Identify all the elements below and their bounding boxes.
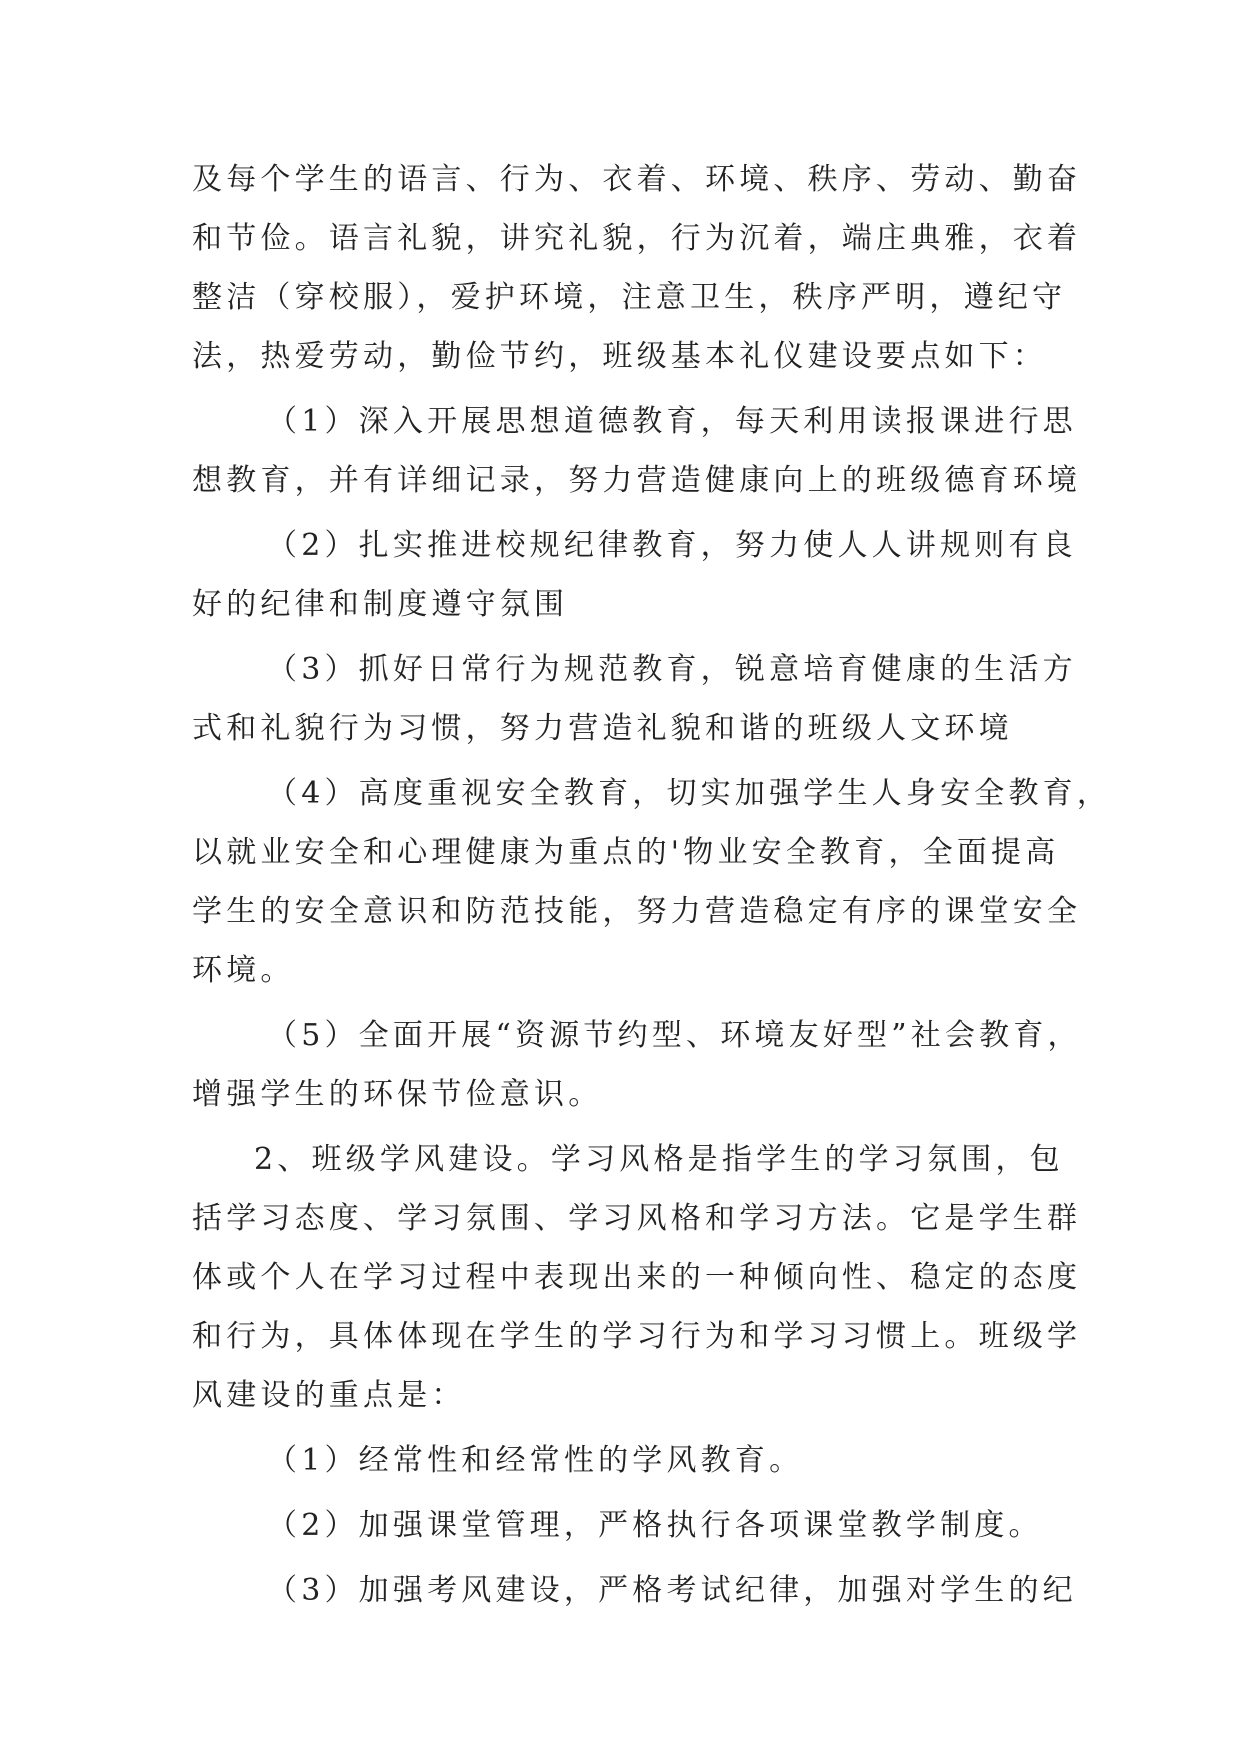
text-line: （3）加强考风建设，严格考试纪律，加强对学生的纪 <box>267 1573 1077 1608</box>
text-line: 好的纪律和制度遵守氛围 <box>192 587 569 622</box>
text-line: 想教育，并有详细记录，努力营造健康向上的班级德育环境 <box>192 463 1082 498</box>
text-line: 和行为，具体体现在学生的学习行为和学习习惯上。班级学 <box>192 1319 1082 1354</box>
text-line: 括学习态度、学习氛围、学习风格和学习方法。它是学生群 <box>192 1201 1082 1236</box>
text-line: （5）全面开展“资源节约型、环境友好型”社会教育， <box>267 1018 1082 1053</box>
text-line: （4）高度重视安全教育，切实加强学生人身安全教育， <box>267 776 1112 811</box>
text-line: 及每个学生的语言、行为、衣着、环境、秩序、劳动、勤奋 <box>192 162 1082 197</box>
text-line: （1）经常性和经常性的学风教育。 <box>267 1443 804 1478</box>
text-line: 整洁（穿校服），爱护环境，注意卫生，秩序严明，遵纪守 <box>192 280 1067 315</box>
text-line: 体或个人在学习过程中表现出来的一种倾向性、稳定的态度 <box>192 1260 1082 1295</box>
text-line: 学生的安全意识和防范技能，努力营造稳定有序的课堂安全 <box>192 894 1082 929</box>
text-line: 风建设的重点是： <box>192 1378 466 1413</box>
text-line: 2、班级学风建设。学习风格是指学生的学习氛围，包 <box>254 1142 1064 1177</box>
text-line: （3）抓好日常行为规范教育，锐意培育健康的生活方 <box>267 652 1077 687</box>
text-line: 和节俭。语言礼貌，讲究礼貌，行为沉着，端庄典雅，衣着 <box>192 221 1082 256</box>
text-line: 增强学生的环保节俭意识。 <box>192 1077 603 1112</box>
text-line: 法，热爱劳动，勤俭节约，班级基本礼仪建设要点如下： <box>192 339 1047 374</box>
text-line: （2）加强课堂管理，严格执行各项课堂教学制度。 <box>267 1508 1043 1543</box>
text-line: 环境。 <box>192 953 295 988</box>
text-line: 式和礼貌行为习惯，努力营造礼貌和谐的班级人文环境 <box>192 711 1013 746</box>
text-line: （2）扎实推进校规纪律教育，努力使人人讲规则有良 <box>267 528 1077 563</box>
text-line: 以就业安全和心理健康为重点的'物业安全教育，全面提高 <box>192 835 1060 870</box>
text-line: （1）深入开展思想道德教育，每天利用读报课进行思 <box>267 404 1077 439</box>
document-body <box>192 150 1112 1620</box>
